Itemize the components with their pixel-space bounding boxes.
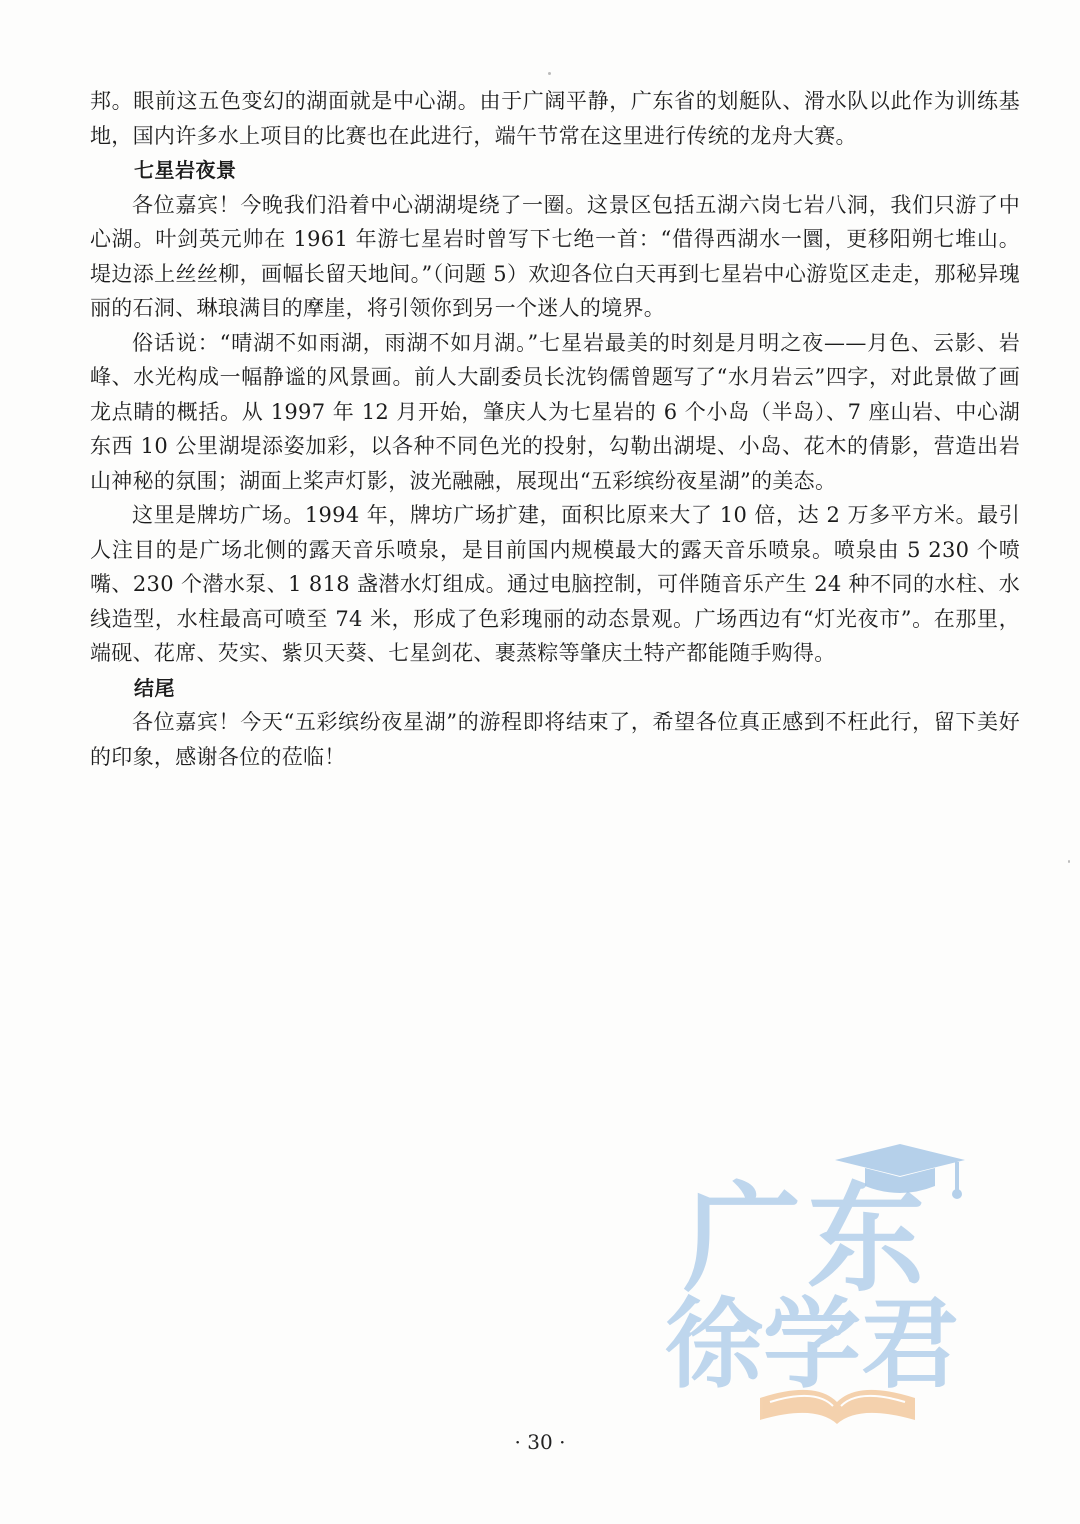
paragraph-closing: 各位嘉宾！今天“五彩缤纷夜星湖”的游程即将结束了，希望各位真正感到不枉此行，留下美好的印象，感谢各位的莅临！ xyxy=(90,710,1020,769)
paragraph-lake-tour: 各位嘉宾！今晚我们沿着中心湖湖堤绕了一圈。这景区包括五湖六岗七岩八洞，我们只游了中心湖。叶剑英元帅在 1961 年游七星岩时曾写下七绝一首：“借得西湖水一圜，更移阳朔七堆山。堤边添上丝丝柳，画幅长留天地间。”（问题 5）欢迎各位白天再到七星岩中心游览区走走，那秘异瑰丽的石洞、琳琅满目的摩崖，将引领你到另一个迷人的境界。 xyxy=(90,192,1020,320)
document-body xyxy=(90,84,1020,774)
watermark-graphic xyxy=(665,1130,1005,1430)
paragraph-square-fountain: 这里是牌坊广场。1994 年，牌坊广场扩建，面积比原来大了 10 倍，达 2 万多平方米。最引人注目的是广场北侧的露天音乐喷泉，是目前国内规模最大的露天音乐喷泉。喷泉由 5 230 个喷嘴、230 个潜水泵、1 818 盏潜水灯组成。通过电脑控制，可伴随音乐产生 24 种不同的水柱、水线造型，水柱最高可喷至 74 米，形成了色彩瑰丽的动态景观。广场西边有“灯光夜市”。在那里，端砚、花席、芡实、紫贝天葵、七星剑花、裹蒸粽等肇庆土特产都能随手购得。 xyxy=(90,503,1020,665)
watermark-logo xyxy=(665,1130,1005,1430)
watermark-text-line2: 徐学君 xyxy=(665,1288,960,1402)
scan-speck xyxy=(548,72,551,75)
scan-speck xyxy=(1068,860,1070,863)
watermark-text-line1: 广东 xyxy=(683,1170,932,1308)
paragraph-moon-lake: 俗话说：“晴湖不如雨湖，雨湖不如月湖。”七星岩最美的时刻是月明之夜——月色、云影、岩峰、水光构成一幅静谧的风景画。前人大副委员长沈钧儒曾题写了“水月岩云”四字，对此景做了画龙点睛的概括。从 1997 年 12 月开始，肇庆人为七星岩的 6 个小岛（半岛）、7 座山岩、中心湖东西 10 公里湖堤添姿加彩，以各种不同色光的投射，勾勒出湖堤、小岛、花木的倩影，营造出岩山神秘的氛围；湖面上桨声灯影，波光融融，展现出“五彩缤纷夜星湖”的美态。 xyxy=(90,330,1020,493)
paragraph-continuation: 邦。眼前这五色变幻的湖面就是中心湖。由于广阔平静，广东省的划艇队、滑水队以此作为训练基地，国内许多水上项目的比赛也在此进行，端午节常在这里进行传统的龙舟大赛。 xyxy=(90,89,1020,148)
section-heading-night-view: 七星岩夜景 xyxy=(134,158,237,182)
page-number: · 30 · xyxy=(514,1430,566,1454)
section-heading-ending: 结尾 xyxy=(134,675,175,700)
